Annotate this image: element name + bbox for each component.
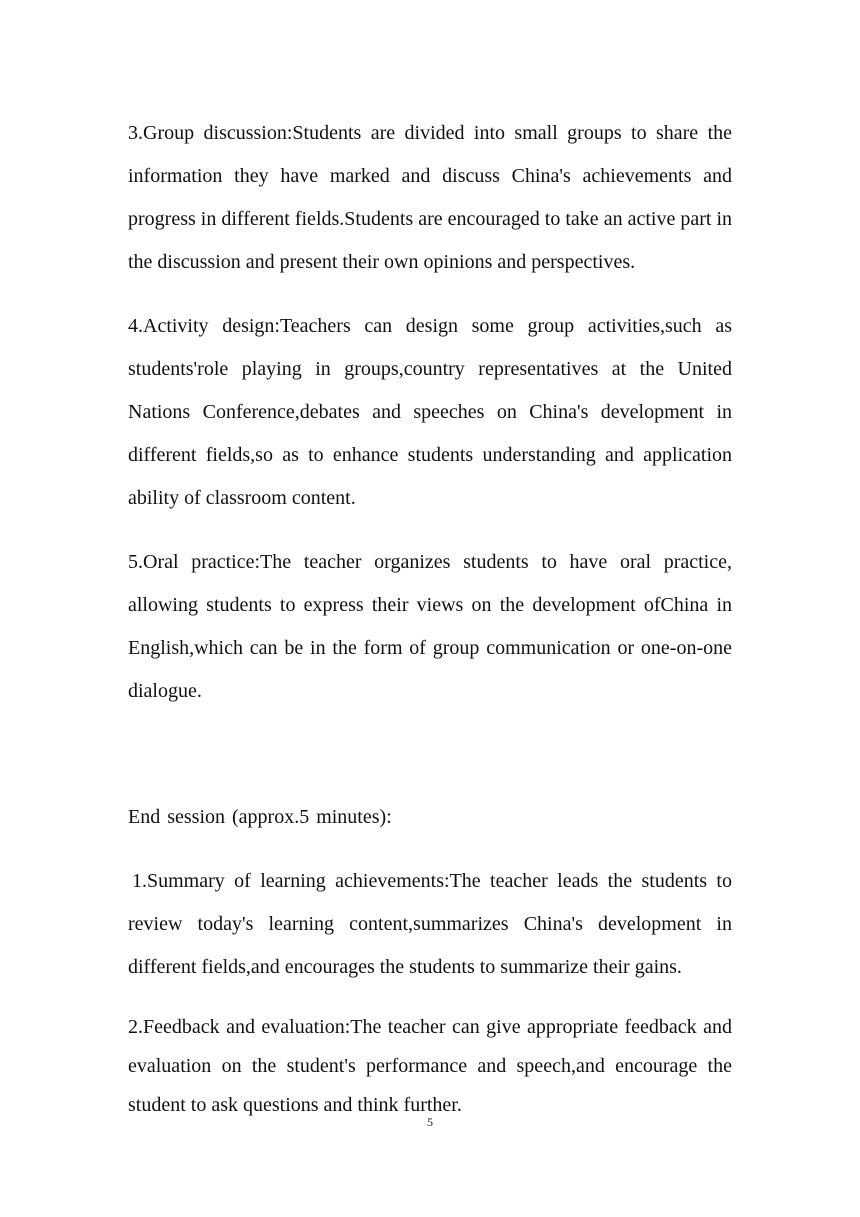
paragraph-summary-of-learning: 1.Summary of learning achievements:The teacher leads the students to review today's learning content,summarizes China's development in different fields,and encourages the students to summarize their gains.: [128, 870, 732, 978]
page-content: [128, 112, 732, 1125]
page-number: 5: [427, 1115, 433, 1129]
paragraph-feedback-evaluation: 2.Feedback and evaluation:The teacher can give appropriate feedback and evaluation on the student's performance and speech,and encourage the student to ask questions and think further.: [128, 1016, 732, 1116]
paragraph-group-discussion: 3.Group discussion:Students are divided into small groups to share the information they have marked and discuss China's achievements and progress in different fields.Students are encouraged to take an active part in the discussion and present their own opinions and perspectives.: [128, 122, 732, 273]
paragraph-activity-design: 4.Activity design:Teachers can design some group activities,such as students'role playing in groups,country representatives at the United Nations Conference,debates and speeches on China's development in different fields,so as to enhance students understanding and application ability of classroom content.: [128, 315, 732, 509]
paragraph-oral-practice: 5.Oral practice:The teacher organizes students to have oral practice, allowing students to express their views on the development ofChina in English,which can be in the form of group communication or one-on-one dialogue.: [128, 551, 732, 702]
end-session-heading: End session (approx.5 minutes):: [128, 806, 392, 828]
